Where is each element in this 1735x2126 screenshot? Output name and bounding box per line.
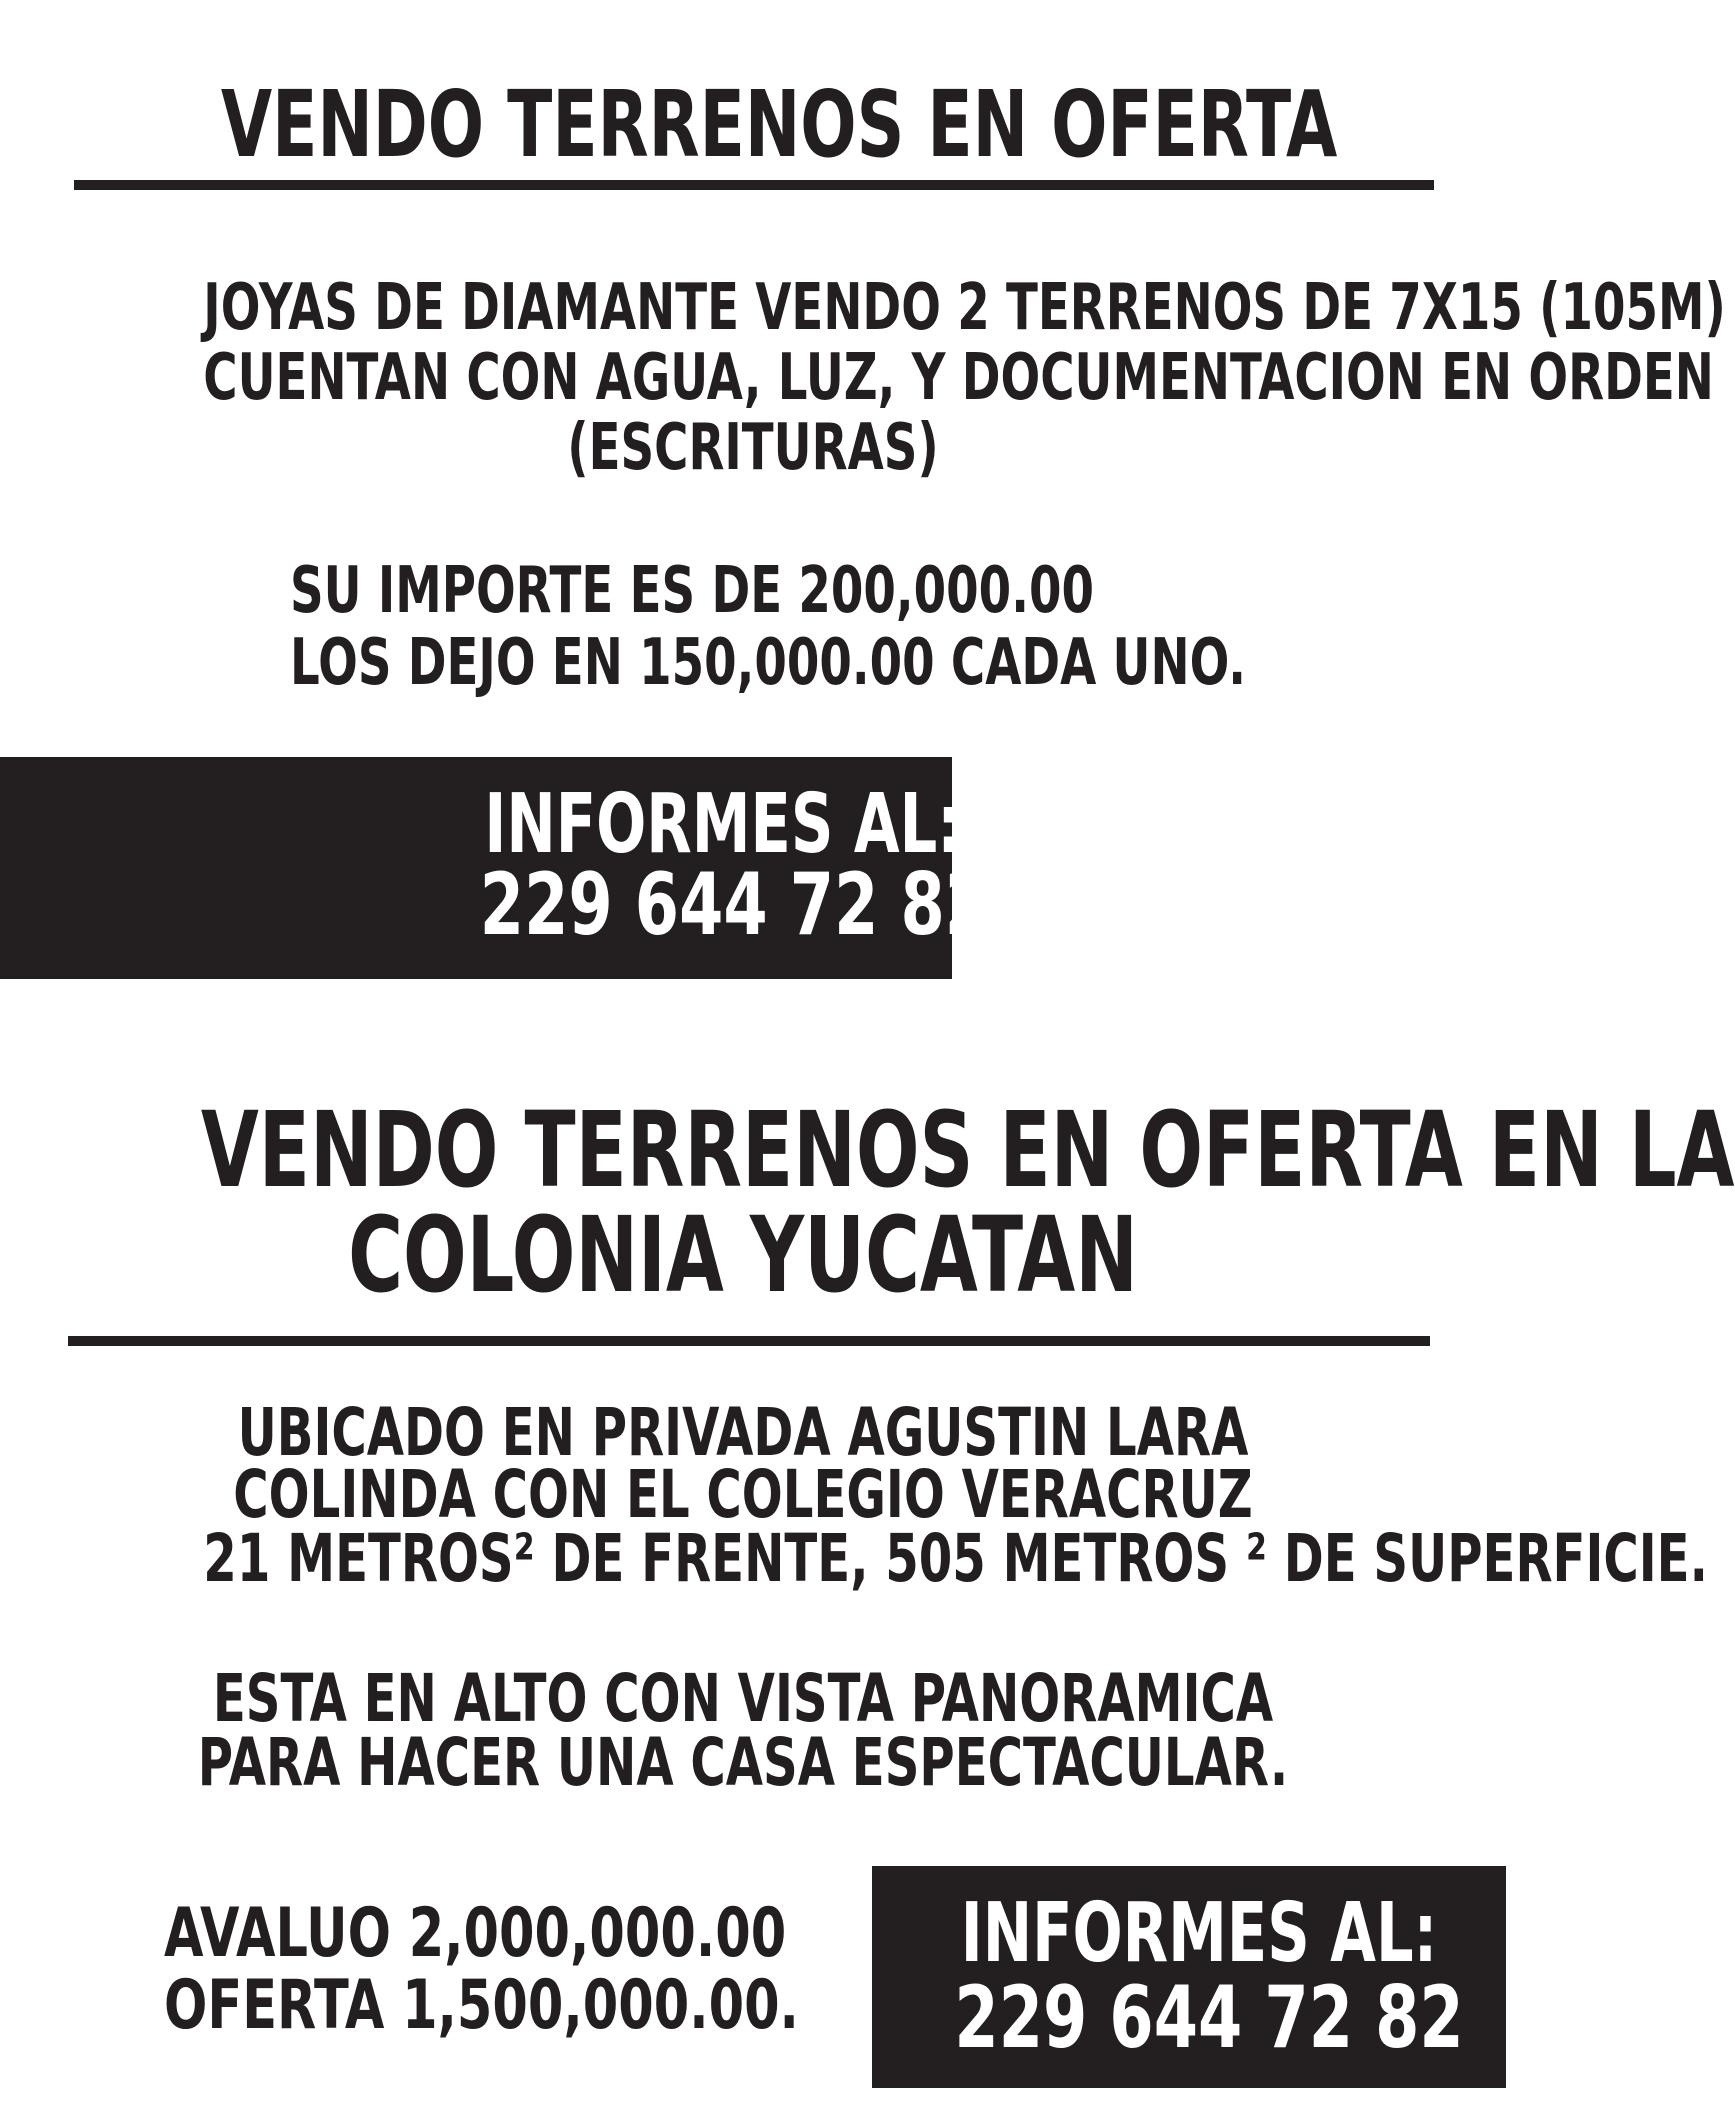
flyer-2-contact-phone: 229 644 72 82 (954, 1968, 1464, 2068)
flyer-2-feature-line-1: ESTA EN ALTO CON VISTA PANORAMICA (212, 1660, 1274, 1737)
flyer-2-contact-label: INFORMES AL: (960, 1886, 1438, 1981)
flyer-1-description-line-3: (ESCRITURAS) (567, 411, 939, 485)
flyer-1-title-divider (74, 180, 1434, 190)
flyer-2-contact-box (872, 1866, 1506, 2088)
flyer-2-price-line-1: AVALUO 2,000,000.00 (164, 1894, 787, 1973)
flyer-2-title-line-1: VENDO TERRENOS EN OFERTA EN LA (200, 1089, 1735, 1211)
flyer-1-contact-label: INFORMES AL: (484, 777, 961, 872)
flyer-2-price-line-2: OFERTA 1,500,000.00. (164, 1966, 799, 2045)
flyer-1-description-line-2: CUENTAN CON AGUA, LUZ, Y DOCUMENTACION EN ORDEN (203, 341, 1714, 415)
flyer-2-location-line-1: UBICADO EN PRIVADA AGUSTIN LARA (237, 1394, 1249, 1471)
flyer-1-contact-box (0, 757, 990, 979)
flyer-1-contact-phone: 229 644 72 82 (479, 855, 990, 955)
flyer-1-title: VENDO TERRENOS EN OFERTA (220, 71, 1338, 178)
flyer-2-location-line-2: COLINDA CON EL COLEGIO VERACRUZ (233, 1456, 1253, 1533)
flyer-1-description-line-1: JOYAS DE DIAMANTE VENDO 2 TERRENOS DE 7X15 (105M) (203, 271, 1726, 345)
flyer-2-feature-line-2: PARA HACER UNA CASA ESPECTACULAR. (197, 1724, 1289, 1801)
flyer-1-price-line-1: SU IMPORTE ES DE 200,000.00 (290, 554, 1094, 628)
flyer-1-price-line-2: LOS DEJO EN 150,000.00 CADA UNO. (290, 626, 1247, 700)
flyer-2-location-line-3: 21 METROS² DE FRENTE, 505 METROS ² DE SUPERFICIE. (203, 1520, 1708, 1597)
flyer-2-title-divider (68, 1336, 1430, 1346)
flyer-2-title-line-2: COLONIA YUCATAN (348, 1194, 1138, 1316)
